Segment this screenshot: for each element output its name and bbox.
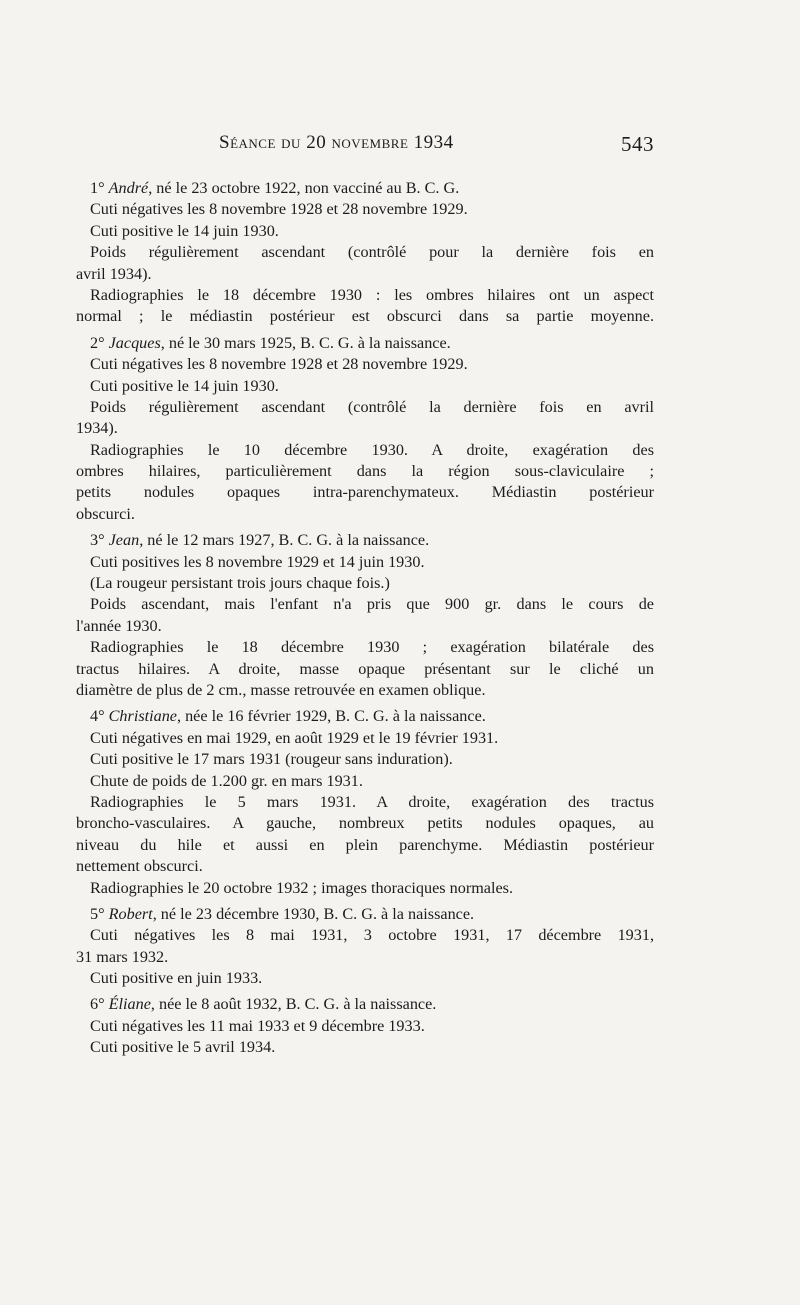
text-line: Cuti négatives les 8 novembre 1928 et 28 novembre 1929. [90, 355, 468, 374]
text-line: Cuti négatives les 8 novembre 1928 et 28 novembre 1929. [90, 200, 468, 219]
text-line: Cuti positive en juin 1933. [90, 969, 263, 988]
text-line: Poids ascendant, mais l'enfant n'a pris que 900 gr. dans le cours de [90, 595, 654, 614]
patient-name: Jean [108, 531, 140, 550]
case-heading-line: 6° Éliane, née le 8 août 1932, B. C. G. à la naissance. [90, 995, 437, 1014]
text-line: diamètre de plus de 2 cm., masse retrouvée en examen oblique. [76, 680, 486, 699]
text-line: Cuti positive le 14 juin 1930. [90, 221, 279, 240]
text-line: Radiographies le 10 décembre 1930. A droite, exagération des [90, 440, 654, 459]
text-line: Radiographies le 20 octobre 1932 ; images thoraciques normales. [90, 878, 514, 897]
text-line: Chute de poids de 1.200 gr. en mars 1931. [90, 771, 363, 790]
text-line: Poids régulièrement ascendant (contrôlé la dernière fois en avril [90, 397, 654, 416]
text-line: Cuti positive le 17 mars 1931 (rougeur sans induration). [90, 750, 453, 769]
page-number: 543 [621, 132, 654, 156]
text-line: Radiographies le 18 décembre 1930 ; exagération bilatérale des [90, 638, 654, 657]
text-line: niveau du hile et aussi en plein parenchyme. Médiastin postérieur [76, 835, 654, 854]
text-line: Cuti positives les 8 novembre 1929 et 14 juin 1930. [90, 552, 425, 571]
document-page [76, 128, 654, 1059]
case-heading-line: 5° Robert, né le 23 décembre 1930, B. C. G. à la naissance. [90, 904, 475, 923]
text-line: Cuti négatives les 11 mai 1933 et 9 décembre 1933. [90, 1016, 425, 1035]
text-line: (La rougeur persistant trois jours chaque fois.) [90, 574, 390, 593]
patient-name: André [108, 179, 149, 197]
document-body [76, 178, 654, 1059]
text-line: obscurci. [76, 504, 135, 523]
case-heading-line: 3° Jean, né le 12 mars 1927, B. C. G. à la naissance. [90, 531, 430, 550]
case-heading-line: 4° Christiane, née le 16 février 1929, B. C. G. à la naissance. [90, 707, 486, 726]
text-line: 1934). [76, 419, 118, 438]
text-line: 31 mars 1932. [76, 947, 169, 966]
patient-name: Jacques [108, 333, 161, 352]
text-line: broncho-vasculaires. A gauche, nombreux petits nodules opaques, au [76, 814, 654, 833]
text-line: Radiographies le 5 mars 1931. A droite, exagération des tractus [90, 792, 654, 811]
text-line: tractus hilaires. A droite, masse opaque présentant sur le cliché un [76, 659, 654, 678]
running-header [76, 128, 654, 158]
text-line: Poids régulièrement ascendant (contrôlé pour la dernière fois en [90, 243, 654, 262]
case-heading-line: 1° André, né le 23 octobre 1922, non vacciné au B. C. G. [90, 179, 460, 197]
text-line: petits nodules opaques intra-parenchymateux. Médiastin postérieur [76, 483, 654, 502]
text-line: l'année 1930. [76, 616, 162, 635]
text-line: nettement obscurci. [76, 857, 203, 876]
text-line: normal ; le médiastin postérieur est obscurci dans sa partie moyenne. [76, 307, 654, 326]
text-line: Cuti positive le 14 juin 1930. [90, 376, 279, 395]
text-line: ombres hilaires, particulièrement dans la région sous-claviculaire ; [76, 462, 654, 481]
header-title: Séance du 20 novembre 1934 [219, 132, 454, 153]
text-line: avril 1934). [76, 264, 152, 283]
text-line: Radiographies le 18 décembre 1930 : les ombres hilaires ont un aspect [90, 285, 654, 304]
text-line: Cuti positive le 5 avril 1934. [90, 1038, 276, 1057]
text-line: Cuti négatives en mai 1929, en août 1929 et le 19 février 1931. [90, 728, 499, 747]
patient-name: Robert [108, 904, 153, 923]
patient-name: Christiane [108, 707, 177, 726]
patient-name: Éliane [108, 995, 151, 1014]
case-heading-line: 2° Jacques, né le 30 mars 1925, B. C. G. à la naissance. [90, 333, 451, 352]
text-line: Cuti négatives les 8 mai 1931, 3 octobre 1931, 17 décembre 1931, [90, 926, 654, 945]
